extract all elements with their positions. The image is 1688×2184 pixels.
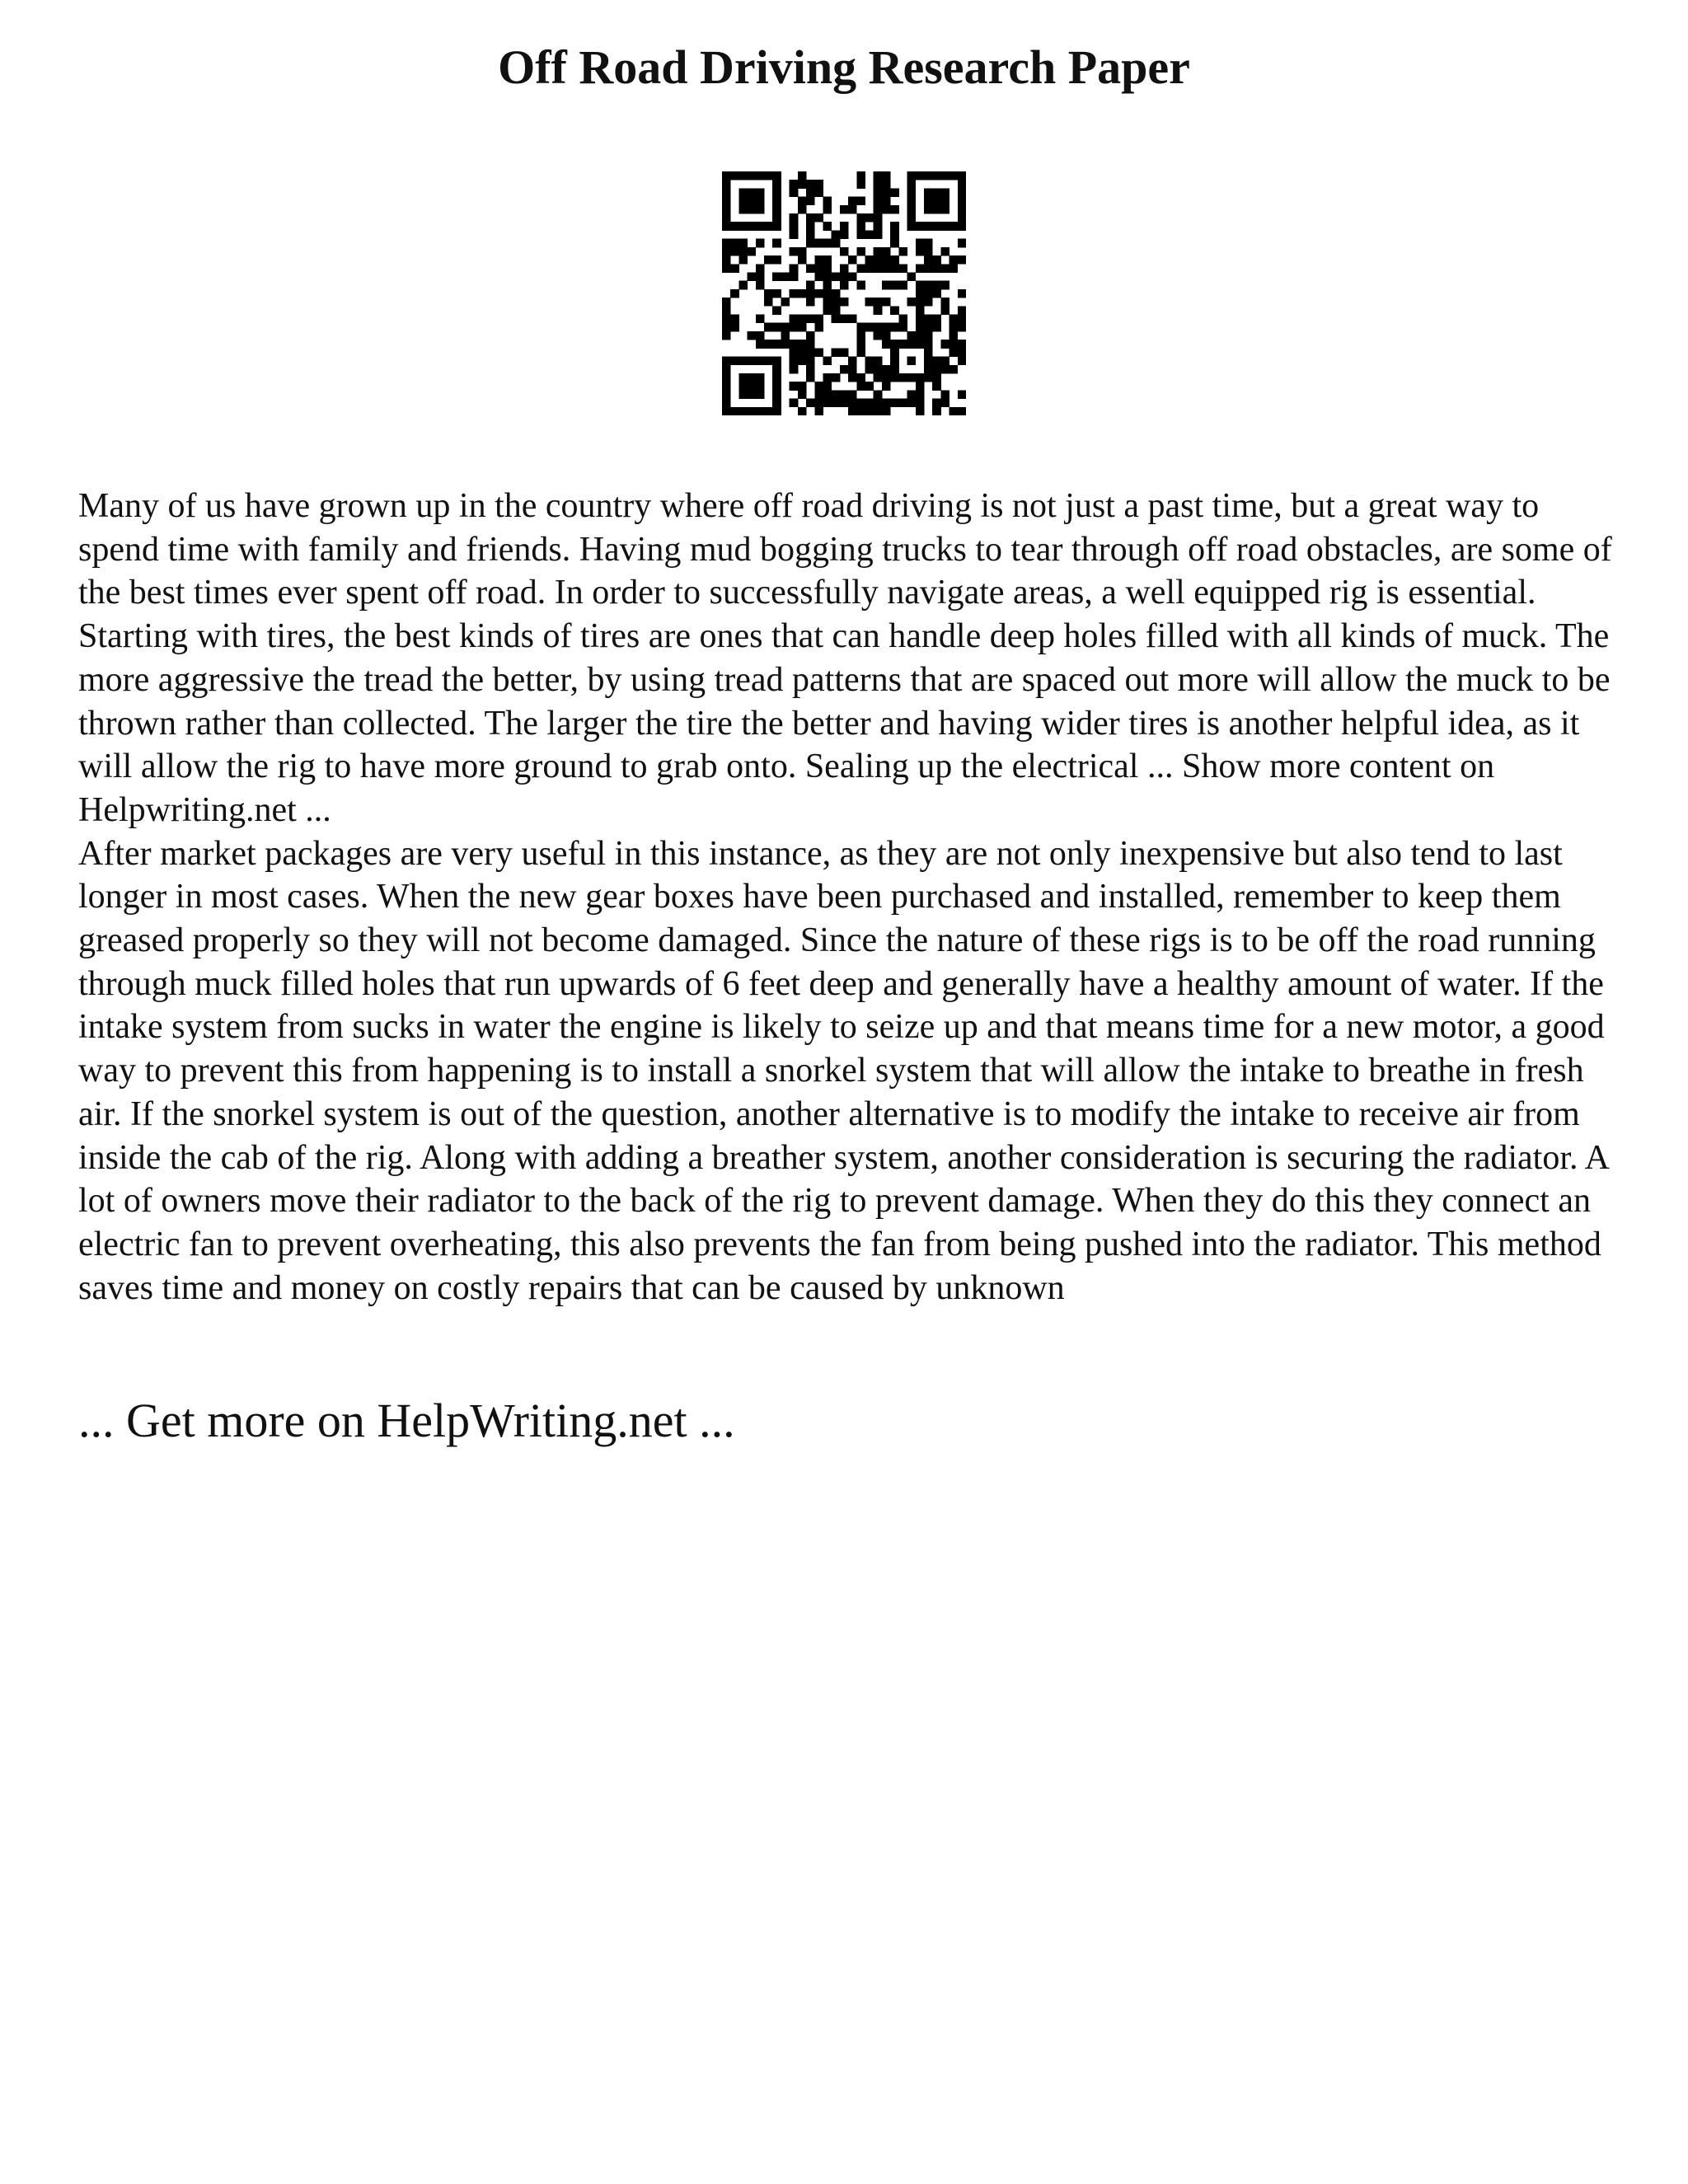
article-body [78, 485, 1628, 1310]
qr-code-icon [722, 171, 966, 415]
get-more-link[interactable]: ... Get more on HelpWriting.net ... [78, 1394, 735, 1447]
paragraph-1: Many of us have grown up in the country where off road driving is not just a past time, but a great way to spend time with family and friends. Having mud bogging trucks to tear through off road obstacles, are some of the best times ever spent off road. In order to successfully navigate areas, a well equipped rig is essential. Starting with tires, the best kinds of tires are ones that can handle deep holes filled with all kinds of muck. The more aggressive the tread the better, by using tread patterns that are spaced out more will allow the muck to be thrown rather than collected. The larger the tire the better and having wider tires is another helpful idea, as it will allow the rig to have more ground to grab onto. Sealing up the electrical ... Show more content on Helpwriting.net ... [78, 487, 1612, 829]
page-title: Off Road Driving Research Paper [498, 40, 1190, 94]
paragraph-2: After market packages are very useful in this instance, as they are not only inexpensive but also tend to last longer in most cases. When the new gear boxes have been purchased and installed, remember to keep them greased properly so they will not become damaged. Since the nature of these rigs is to be off the road running through muck filled holes that run upwards of 6 feet deep and generally have a healthy amount of water. If the intake system from sucks in water the engine is likely to seize up and that means time for a new motor, a good way to prevent this from happening is to install a snorkel system that will allow the intake to breathe in fresh air. If the snorkel system is out of the question, another alternative is to modify the intake to receive air from inside the cab of the rig. Along with adding a breather system, another consideration is securing the radiator. A lot of owners move their radiator to the back of the rig to prevent damage. When they do this they connect an electric fan to prevent overheating, this also prevents the fan from being pushed into the radiator. This method saves time and money on costly repairs that can be caused by unknown [78, 834, 1608, 1307]
